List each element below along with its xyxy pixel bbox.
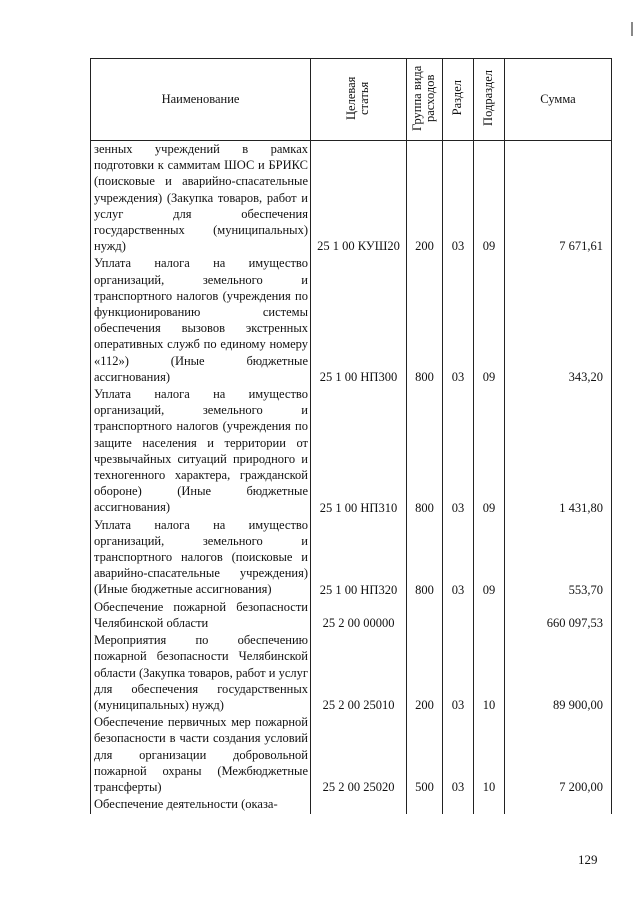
row-amount: 7 200,00 — [505, 714, 612, 796]
header-name: Наименование — [91, 59, 311, 141]
row-name: зенных учреждений в рамках подготовки к саммитам ШОС и БРИКС (поисковые и аварийно-спасательные учреждения) (Закупка товаров, работ и услуг для обеспечения государственных (муниципальных) нужд) — [91, 141, 311, 256]
row-subsection: 09 — [474, 141, 505, 256]
header-subsection: Подраздел — [474, 59, 505, 141]
row-target — [311, 796, 407, 814]
row-amount: 7 671,61 — [505, 141, 612, 256]
row-group: 800 — [407, 517, 443, 599]
row-target: 25 1 00 НП310 — [311, 386, 407, 517]
row-group: 800 — [407, 255, 443, 386]
row-target: 25 1 00 КУШ20 — [311, 141, 407, 256]
row-name: Уплата налога на имущество организаций, земельного и транспортного налогов (поисковые и аварийно-спасательные учреждения) (Иные бюджетные ассигнования) — [91, 517, 311, 599]
row-section: 03 — [443, 141, 474, 256]
row-name: Обеспечение первичных мер пожарной безопасности в части создания условий для организации добровольной пожарной охраны (Межбюджетные трансферты) — [91, 714, 311, 796]
table-row — [91, 632, 612, 714]
table-row — [91, 141, 612, 256]
row-group: 200 — [407, 141, 443, 256]
row-target: 25 2 00 00000 — [311, 599, 407, 632]
table-row — [91, 386, 612, 517]
table-row — [91, 517, 612, 599]
budget-table — [90, 58, 612, 814]
header-group: Группа вида расходов — [407, 59, 443, 141]
row-name: Обеспечение деятельности (оказа- — [91, 796, 311, 814]
row-name: Обеспечение пожарной безопасности Челябинской области — [91, 599, 311, 632]
row-amount — [505, 796, 612, 814]
header-amount: Сумма — [505, 59, 612, 141]
row-section — [443, 796, 474, 814]
row-target: 25 2 00 25010 — [311, 632, 407, 714]
row-target: 25 1 00 НП300 — [311, 255, 407, 386]
row-name: Уплата налога на имущество организаций, земельного и транспортного налогов (учреждения по функционированию системы обеспечения вызовов экстренных оперативных служб по единому номеру «112») (Иные бюджетные ассигнования) — [91, 255, 311, 386]
table-row — [91, 796, 612, 814]
row-subsection: 10 — [474, 714, 505, 796]
table-row — [91, 255, 612, 386]
row-subsection: 09 — [474, 386, 505, 517]
row-section: 03 — [443, 714, 474, 796]
row-subsection — [474, 796, 505, 814]
row-group — [407, 796, 443, 814]
row-subsection — [474, 599, 505, 632]
row-target: 25 1 00 НП320 — [311, 517, 407, 599]
page-number: 129 — [578, 852, 598, 867]
row-amount: 89 900,00 — [505, 632, 612, 714]
row-amount: 553,70 — [505, 517, 612, 599]
row-section: 03 — [443, 386, 474, 517]
row-name: Мероприятия по обеспечению пожарной безопасности Челябинской области (Закупка товаров, работ и услуг для обеспечения государственных (муниципальных) нужд) — [91, 632, 311, 714]
row-section — [443, 599, 474, 632]
row-amount: 1 431,80 — [505, 386, 612, 517]
header-target: Целевая статья — [311, 59, 407, 141]
row-amount: 660 097,53 — [505, 599, 612, 632]
table-header-row — [91, 59, 612, 141]
row-subsection: 09 — [474, 255, 505, 386]
row-group: 500 — [407, 714, 443, 796]
table-row — [91, 599, 612, 632]
row-name: Уплата налога на имущество организаций, земельного и транспортного налогов (учреждения по защите населения и территории от чрезвычайных ситуаций природного и техногенного характера, гражданской обороне) (Иные бюджетные ассигнования) — [91, 386, 311, 517]
row-group: 800 — [407, 386, 443, 517]
row-section: 03 — [443, 255, 474, 386]
header-section: Раздел — [443, 59, 474, 141]
row-group — [407, 599, 443, 632]
table-row — [91, 714, 612, 796]
row-target: 25 2 00 25020 — [311, 714, 407, 796]
row-section: 03 — [443, 517, 474, 599]
edge-mark — [631, 22, 633, 36]
row-section: 03 — [443, 632, 474, 714]
row-amount: 343,20 — [505, 255, 612, 386]
row-subsection: 09 — [474, 517, 505, 599]
row-subsection: 10 — [474, 632, 505, 714]
row-group: 200 — [407, 632, 443, 714]
